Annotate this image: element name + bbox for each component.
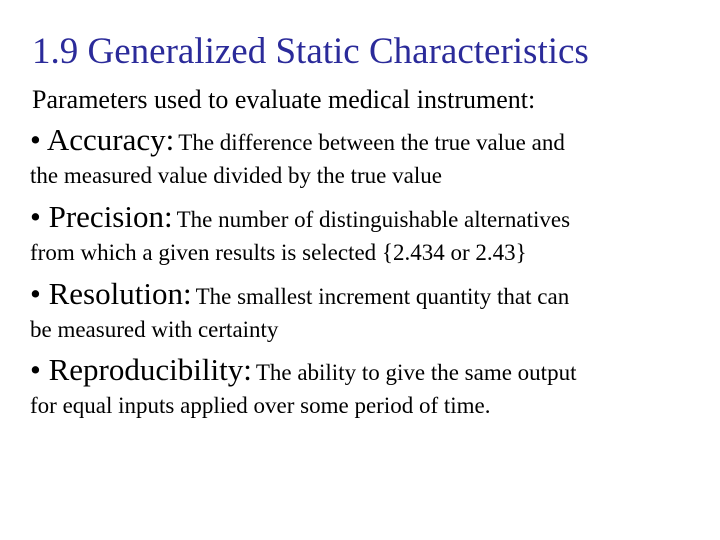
intro-text: Parameters used to evaluate medical instrument: [32, 85, 536, 114]
desc-reproducibility-line2: for equal inputs applied over some period of time. [30, 392, 491, 418]
desc-reproducibility-line1: The ability to give the same output [255, 360, 577, 385]
list-item-accuracy [30, 122, 565, 189]
bullet: • [30, 199, 41, 234]
list-item-reproducibility [30, 352, 576, 419]
list-item-precision [30, 199, 570, 266]
term-precision: Precision: [48, 199, 173, 234]
bullet: • [30, 352, 41, 387]
desc-resolution-line2: be measured with certainty [30, 316, 279, 342]
bullet: • [30, 276, 41, 311]
term-reproducibility: Reproducibility: [48, 352, 252, 387]
desc-accuracy-line2: the measured value divided by the true value [30, 162, 442, 188]
term-accuracy: Accuracy: [46, 122, 175, 157]
desc-precision-line2: from which a given results is selected {2.434 or 2.43} [30, 239, 527, 265]
slide-title: 1.9 Generalized Static Characteristics [32, 31, 589, 72]
desc-resolution-line1: The smallest increment quantity that can [195, 284, 570, 309]
desc-precision-line1: The number of distinguishable alternatives [176, 207, 571, 232]
list-item-resolution [30, 276, 569, 343]
bullet: • [30, 122, 41, 157]
desc-accuracy-line1: The difference between the true value and [178, 130, 565, 155]
term-resolution: Resolution: [48, 276, 192, 311]
